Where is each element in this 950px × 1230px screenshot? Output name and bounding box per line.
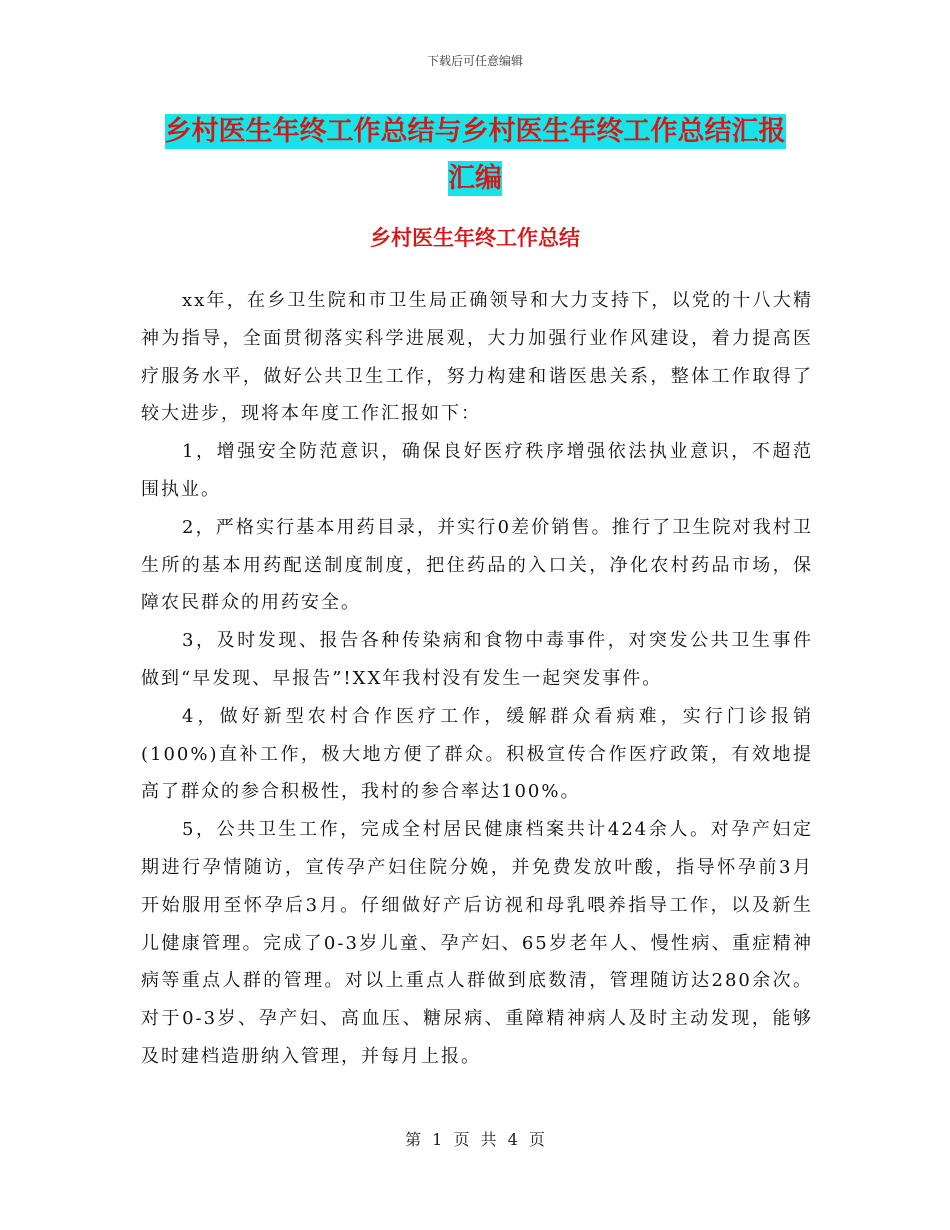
- page-footer-number: 第 1 页 共 4 页: [405, 1130, 545, 1149]
- body-paragraph-item-1: 1，增强安全防范意识，确保良好医疗秩序增强依法执业意识，不超范围执业。: [141, 441, 813, 500]
- body-paragraph-intro: xx年，在乡卫生院和市卫生局正确领导和大力支持下，以党的十八大精神为指导，全面贯彻落实科学进展观，大力加强行业作风建设，着力提高医疗服务水平，做好公共卫生工作，努力构建和谐医患关系，整体工作取得了较大进步，现将本年度工作汇报如下：: [141, 290, 813, 425]
- body-paragraph-item-3: 3，及时发现、报告各种传染病和食物中毒事件，对突发公共卫生事件做到“早发现、早报告”!XX年我村没有发生一起突发事件。: [141, 630, 813, 689]
- body-paragraph-item-4: 4，做好新型农村合作医疗工作，缓解群众看病难，实行门诊报销(100%)直补工作，极大地方便了群众。积极宣传合作医疗政策，有效地提高了群众的参合积极性，我村的参合率达100%。: [141, 705, 813, 803]
- document-title-line-2: 汇编: [448, 163, 502, 194]
- page-header-note: 下载后可任意编辑: [426, 54, 523, 68]
- document-body: [141, 282, 813, 1076]
- document-title-line-1: 乡村医生年终工作总结与乡村医生年终工作总结汇报: [164, 116, 786, 147]
- document-title: [140, 108, 810, 202]
- body-paragraph-item-5: 5，公共卫生工作，完成全村居民健康档案共计424余人。对孕产妇定期进行孕情随访，宣传孕产妇住院分娩，并免费发放叶酸，指导怀孕前3月开始服用至怀孕后3月。仔细做好产后访视和母乳喂养指导工作，以及新生儿健康管理。完成了0-3岁儿童、孕产妇、65岁老年人、慢性病、重症精神病等重点人群的管理。对以上重点人群做到底数清，管理随访达280余次。对于0-3岁、孕产妇、高血压、糖尿病、重障精神病人及时主动发现，能够及时建档造册纳入管理，并每月上报。: [141, 819, 813, 1067]
- body-paragraph-item-2: 2，严格实行基本用药目录，并实行0差价销售。推行了卫生院对我村卫生所的基本用药配送制度制度，把住药品的入口关，净化农村药品市场，保障农民群众的用药安全。: [141, 516, 813, 614]
- section-title: 乡村医生年终工作总结: [370, 226, 580, 250]
